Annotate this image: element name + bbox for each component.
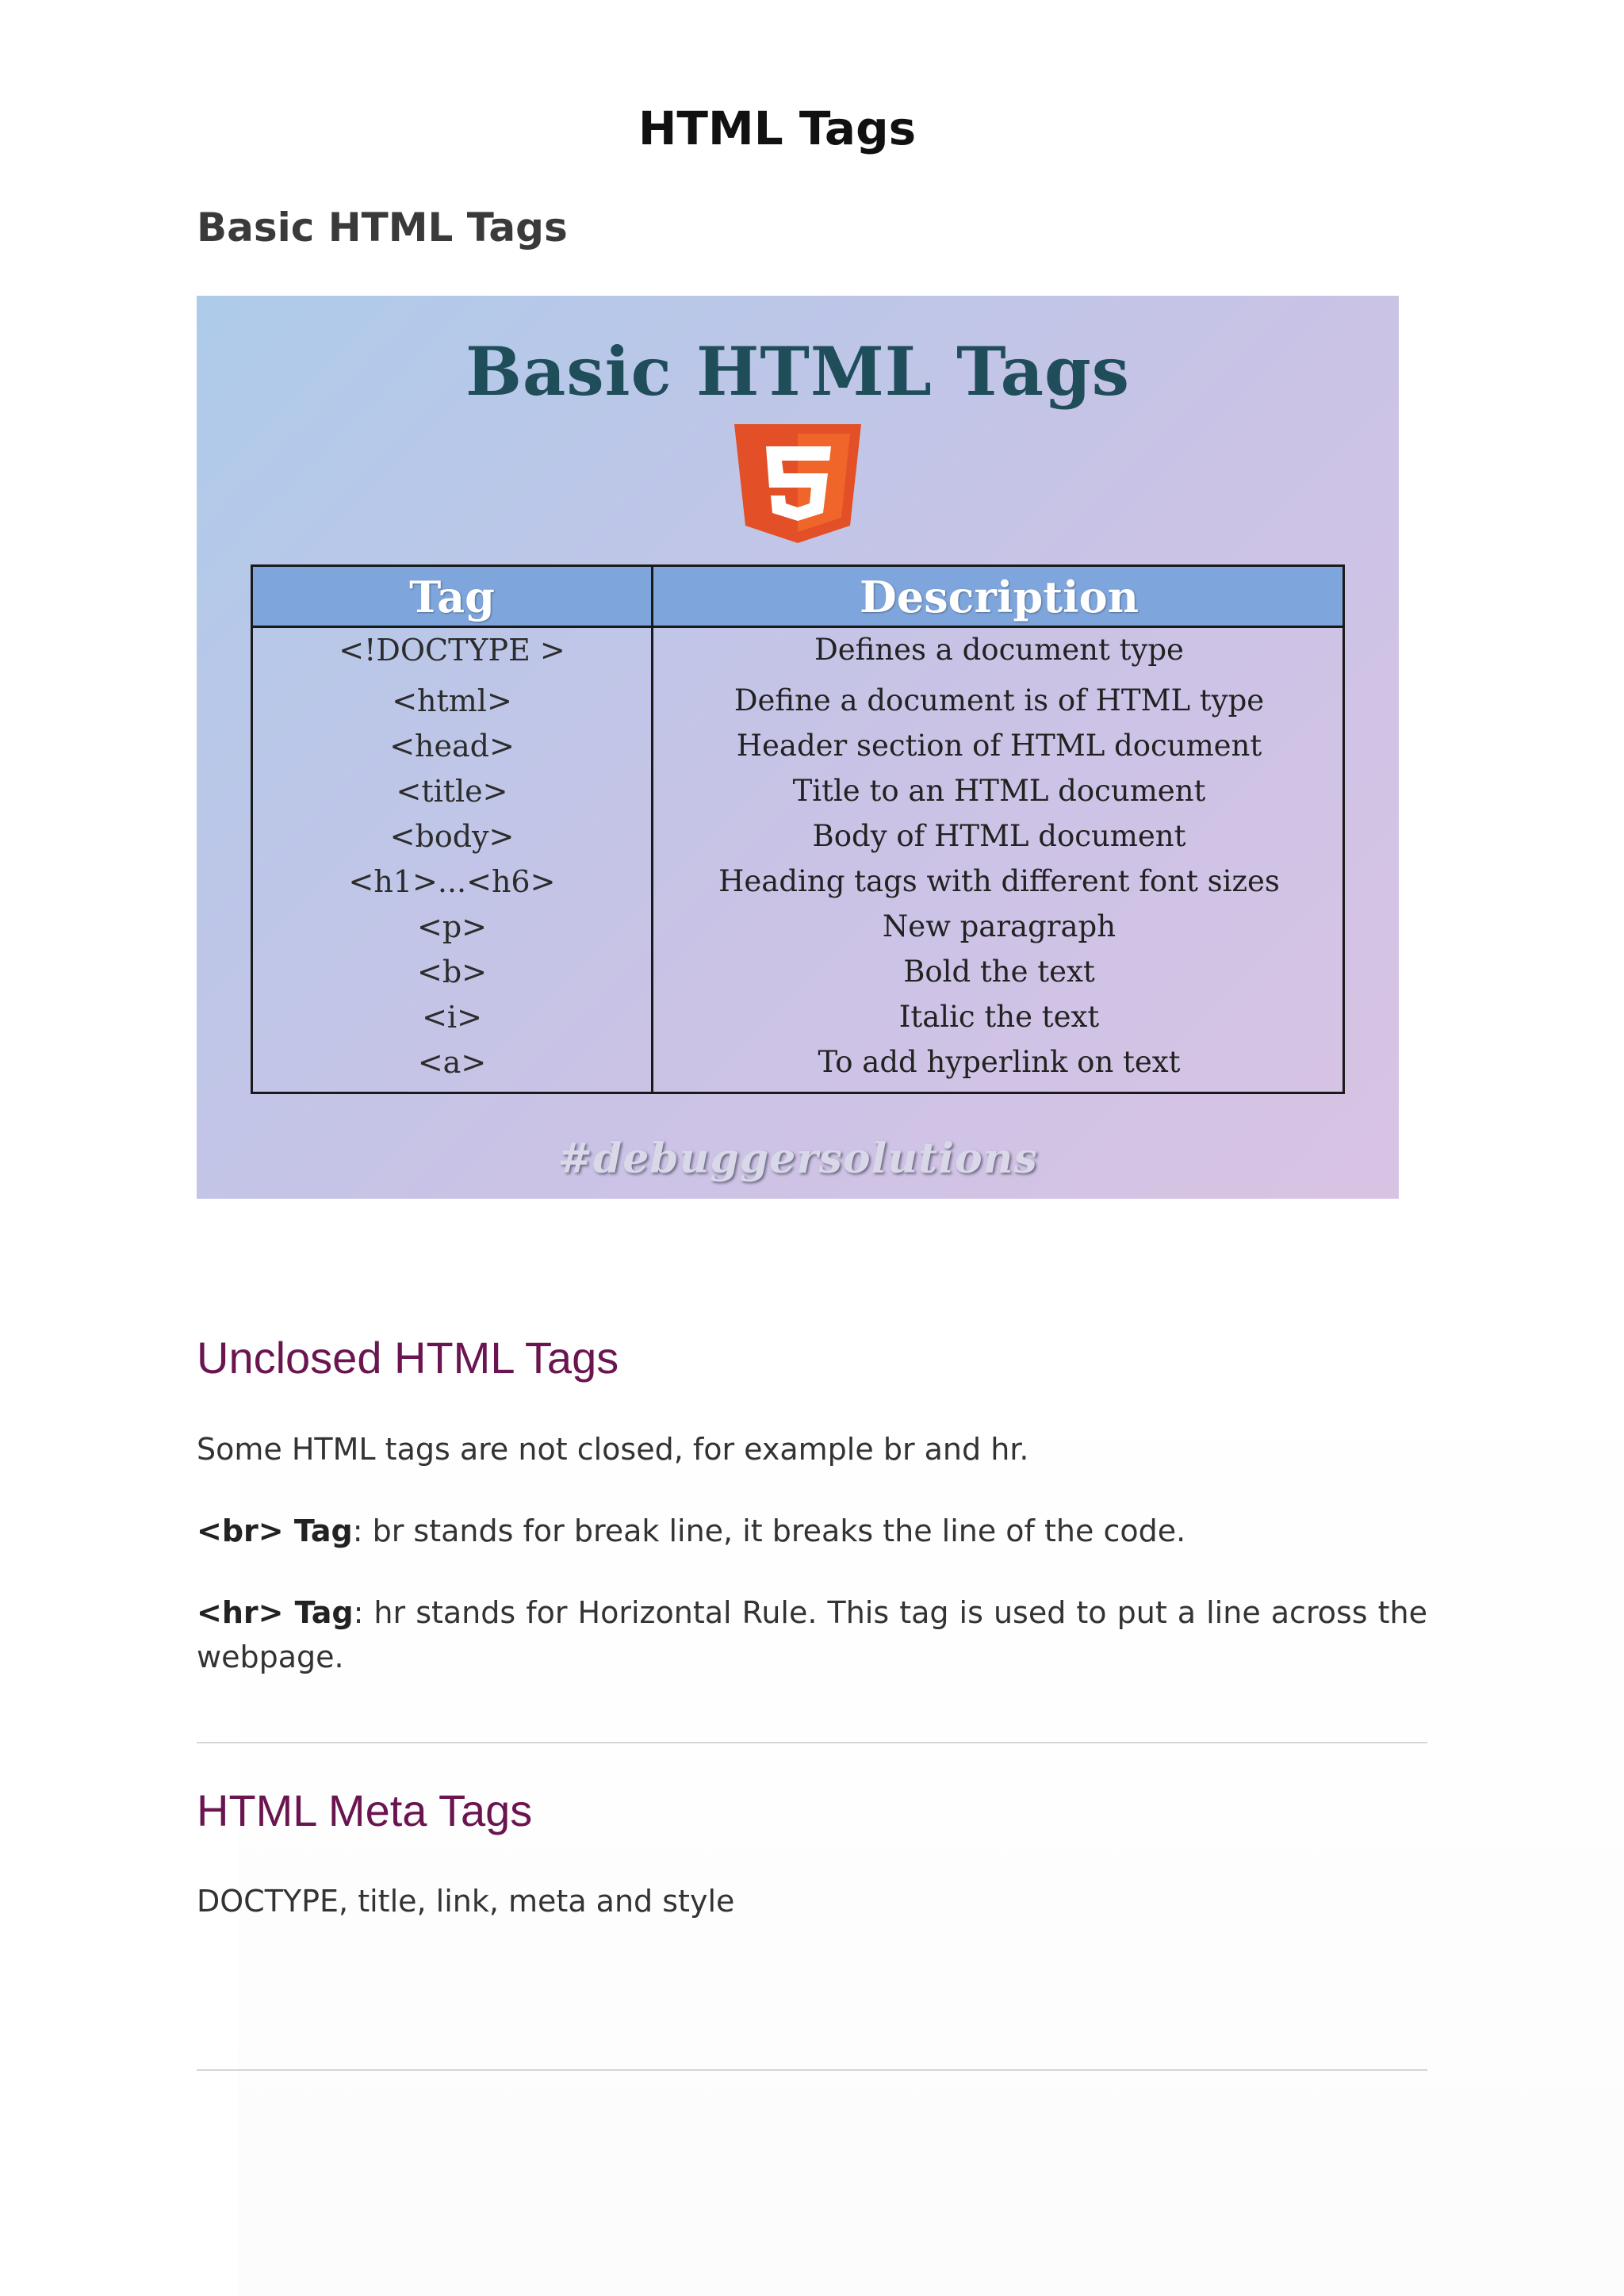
column-header-tag: Tag [409, 572, 495, 622]
table-row [253, 633, 1342, 677]
meta-tags-text: DOCTYPE, title, link, meta and style [197, 1884, 735, 1919]
tag-cell: <b> [416, 955, 487, 989]
description-cell: Title to an HTML document [792, 774, 1206, 808]
unclosed-intro-text: Some HTML tags are not closed, for example br and hr. [197, 1432, 1029, 1467]
table-row [253, 909, 1342, 954]
tag-cell: <head> [389, 729, 515, 763]
tags-table [251, 564, 1345, 1094]
table-header [253, 567, 1342, 628]
column-header-description: Description [860, 572, 1139, 622]
table-row [253, 1045, 1342, 1089]
section-heading-unclosed-tags: Unclosed HTML Tags [197, 1333, 619, 1383]
hr-tag-definition [197, 1590, 1427, 1679]
table-row [253, 774, 1342, 818]
description-cell: Body of HTML document [812, 819, 1186, 853]
table-row [253, 864, 1342, 909]
description-cell: Header section of HTML document [736, 729, 1262, 763]
tag-cell: <a> [417, 1045, 487, 1080]
section-heading-basic-tags: Basic HTML Tags [197, 205, 568, 251]
description-cell: To add hyperlink on text [818, 1045, 1181, 1079]
section-heading-meta-tags: HTML Meta Tags [197, 1785, 533, 1835]
table-row [253, 1000, 1342, 1044]
tag-cell: <h1>...<h6> [348, 864, 556, 899]
horizontal-rule [197, 1742, 1427, 1743]
description-cell: Define a document is of HTML type [733, 683, 1265, 718]
table-row [253, 729, 1342, 773]
tag-cell: <!DOCTYPE > [339, 633, 565, 668]
br-tag-term: <br> Tag [197, 1513, 353, 1548]
tag-cell: <i> [422, 1000, 482, 1035]
hr-tag-text: : hr stands for Horizontal Rule. This tag is used to put a line across the webpage. [197, 1595, 1427, 1674]
basic-tags-image [197, 296, 1399, 1199]
horizontal-rule [197, 2069, 1427, 2071]
table-row [253, 683, 1342, 728]
tag-cell: <html> [392, 683, 512, 718]
tag-cell: <body> [389, 819, 515, 854]
description-cell: New paragraph [882, 909, 1116, 943]
table-row [253, 955, 1342, 999]
description-cell: Defines a document type [814, 633, 1184, 667]
description-cell: Heading tags with different font sizes [718, 864, 1280, 898]
image-watermark: #debuggersolutions [557, 1135, 1038, 1183]
tag-cell: <title> [396, 774, 508, 809]
br-tag-text: : br stands for break line, it breaks the line of the code. [352, 1513, 1186, 1548]
image-title: Basic HTML Tags [465, 332, 1131, 411]
document-title: HTML Tags [638, 101, 917, 155]
br-tag-definition [197, 1509, 1427, 1553]
description-cell: Italic the text [898, 1000, 1100, 1034]
description-cell: Bold the text [903, 955, 1095, 989]
hr-tag-term: <hr> Tag [197, 1595, 354, 1630]
html5-shield-icon [730, 424, 866, 543]
table-row [253, 819, 1342, 863]
tag-cell: <p> [416, 909, 487, 944]
